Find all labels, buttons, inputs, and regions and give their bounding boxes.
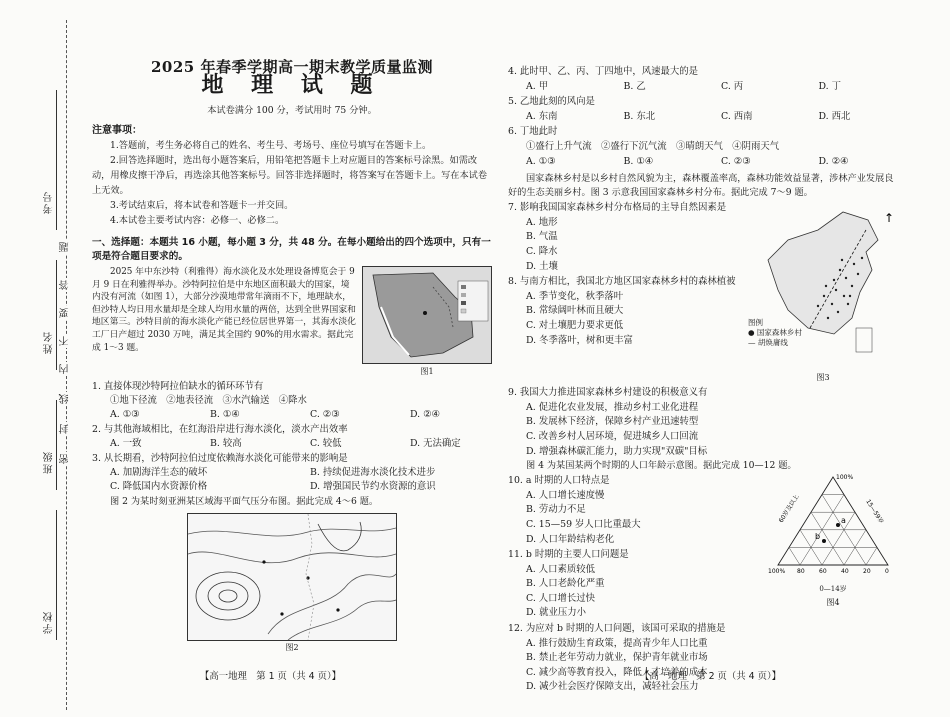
- tick-label: 100%: [768, 568, 786, 576]
- figure-2-wrap: [187, 513, 397, 655]
- point-a-label: a: [841, 516, 846, 526]
- figure-3-caption: 图3: [816, 373, 830, 383]
- exam-no-label: 考号: [44, 190, 55, 214]
- option[interactable]: D. 增强国民节约水资源的意识: [310, 481, 436, 492]
- section-heading: 一、选择题：本题共 16 小题，每小题 3 分，共 48 分。在每小题给出的四个选项中，只有一项是符合题目要求的。: [92, 237, 491, 262]
- seal-char: 封: [60, 424, 71, 434]
- option[interactable]: C. 减少高等教育投入，降低人才培养的成本: [526, 666, 708, 678]
- seal-char: 要: [60, 308, 71, 318]
- tick-label: 80: [797, 568, 805, 576]
- seal-char: 密: [60, 454, 71, 464]
- figure-1-map: [362, 266, 492, 364]
- option[interactable]: D. 减少社会医疗保障支出，减轻社会压力: [526, 681, 699, 693]
- material-2: 图 2 为某时刻亚洲某区域海平面气压分布图。据此完成 4～6 题。: [110, 496, 379, 507]
- figure-2-caption: 图2: [285, 643, 299, 652]
- exam-meta: 本试卷满分 100 分，考试用时 75 分钟。: [207, 105, 377, 116]
- option[interactable]: B. 气温: [526, 231, 558, 243]
- question-stem: 6. 丁地此时: [508, 126, 558, 138]
- options-row: [508, 80, 898, 95]
- option[interactable]: C. 15—59 岁人口比重最大: [526, 518, 641, 530]
- option[interactable]: A. 促进化农业发展，推动乡村工业化进程: [526, 401, 699, 413]
- question-2: [92, 423, 492, 451]
- option[interactable]: A. 人口素质较低: [526, 563, 595, 575]
- name-label: 姓名: [44, 330, 55, 354]
- population-questions: [508, 473, 764, 621]
- figure-1-wrap: [362, 266, 492, 379]
- option[interactable]: D. 冬季落叶，树和更丰富: [526, 334, 633, 346]
- figure-4-wrap: [768, 473, 898, 621]
- figure-1-svg: [363, 267, 491, 363]
- figure-1-caption: 图1: [420, 367, 434, 376]
- notice-block: [92, 124, 492, 228]
- population-block: [508, 473, 898, 621]
- option[interactable]: A. 一致: [110, 438, 142, 449]
- school-label: 学校: [44, 610, 55, 634]
- question-items: ①地下径流 ②地表径流 ③水汽输送 ④降水: [110, 395, 307, 406]
- question-stem: 10. a 时期的人口特点是: [508, 475, 610, 487]
- question-stem: 3. 从长期看，沙特阿拉伯过度依赖海水淡化可能带来的影响是: [92, 453, 348, 464]
- question-7: [508, 201, 742, 274]
- option[interactable]: A. ①③: [526, 155, 556, 167]
- school-line: [56, 510, 57, 640]
- option[interactable]: B. 持续促进海水淡化技术进步: [310, 467, 436, 478]
- option[interactable]: C. 西南: [721, 110, 753, 122]
- options-row: [92, 480, 492, 494]
- tick-label: 40: [841, 568, 849, 576]
- options-row: [508, 155, 898, 170]
- forest-block: [508, 200, 898, 385]
- left-column: [92, 60, 492, 655]
- option[interactable]: C. 降水: [526, 245, 558, 257]
- option[interactable]: A. 推行鼓励生育政策，提高青少年人口比重: [526, 637, 708, 649]
- question-items: ①盛行上升气流 ②盛行下沉气流 ③晴朗天气 ④阴雨天气: [526, 140, 780, 152]
- axis-label-working-age: 15—59岁: [864, 498, 885, 526]
- question-8: [508, 275, 742, 348]
- option[interactable]: C. 降低国内水资源价格: [110, 481, 208, 492]
- page-footer-right: 【高一地理 第 2 页（共 4 页）】: [640, 671, 782, 682]
- question-3: [92, 452, 492, 494]
- axis-label-elderly: 60岁及以上: [777, 493, 801, 525]
- axis-label-children: 0—14岁: [819, 585, 847, 594]
- option[interactable]: D. 人口年龄结构老化: [526, 533, 615, 545]
- legend-item-hu-line: — 胡焕庸线: [748, 338, 788, 348]
- notice-item: 1.答题前，考生务必将自己的姓名、考生号、考场号、座位号填写在答题卡上。: [110, 140, 432, 151]
- notice-item: 4.本试卷主要考试内容：必修一、必修二。: [110, 215, 285, 226]
- north-arrow-icon: ↑: [884, 211, 895, 226]
- question-stem: 5. 乙地此刻的风向是: [508, 96, 595, 108]
- question-stem: 12. 为应对 b 时期的人口问题，该国可采取的措施是: [508, 623, 726, 635]
- question-6: [508, 125, 898, 169]
- material-3: 国家森林乡村是以乡村自然风貌为主，森林覆盖率高，森林功能效益显著，涉林产业发展良好的生态美丽乡村。图 3 示意我国国家森林乡村分布。据此完成 7～9 题。: [508, 173, 894, 199]
- figure-3-legend: [748, 318, 802, 348]
- figure-2-svg: [188, 514, 396, 640]
- option[interactable]: B. 发展林下经济，保障乡村产业迅速转型: [526, 416, 699, 428]
- class-label: 班级: [44, 450, 55, 474]
- question-10: [508, 474, 764, 547]
- tick-label: 20: [863, 568, 871, 576]
- question-stem: 2. 与其他海域相比，在红海沿岸进行海水淡化，淡水产出效率: [92, 424, 348, 435]
- option[interactable]: A. ①③: [110, 409, 140, 420]
- notice-item: 3.考试结束后，将本试卷和答题卡一并交回。: [110, 200, 294, 211]
- question-stem: 11. b 时期的主要人口问题是: [508, 549, 629, 561]
- right-column: [508, 64, 898, 695]
- option[interactable]: C. 丙: [721, 80, 744, 92]
- exam-no-line: [56, 90, 57, 230]
- option[interactable]: A. 地形: [526, 216, 558, 228]
- point-b-label: b: [815, 532, 821, 542]
- exam-title: 2025 年春季学期高一期末教学质量监测: [151, 58, 433, 76]
- tick-label: 0: [885, 568, 889, 576]
- option[interactable]: B. 乙: [623, 80, 646, 92]
- notice-item: 2.回答选择题时，选出每小题答案后，用铅笔把答题卡上对应题目的答案标号涂黑。如需改动，用橡皮擦干净后，再选涂其他答案标号。回答非选择题时，将答案写在答题卡上。写在本试卷上无效。: [92, 155, 488, 196]
- question-stem: 8. 与南方相比，我国北方地区国家森林乡村的森林植被: [508, 276, 736, 288]
- figure-3-wrap: [748, 200, 898, 385]
- tick-label: 60: [819, 568, 827, 576]
- options-row: [508, 110, 898, 125]
- exam-subject: 地 理 试 题: [201, 72, 383, 98]
- option[interactable]: D. 无法确定: [410, 438, 461, 449]
- option[interactable]: B. 禁止老年劳动力就业，保护青年就业市场: [526, 652, 708, 664]
- question-5: [508, 95, 898, 124]
- options-row: [92, 408, 492, 422]
- legend-item-village: ● 国家森林乡村: [748, 328, 802, 338]
- page-footer-left: 【高一地理 第 1 页（共 4 页）】: [200, 671, 342, 682]
- name-line: [56, 260, 57, 370]
- options-row: [92, 466, 492, 480]
- option[interactable]: C. 改善乡村人居环境，促进城乡人口回流: [526, 430, 699, 442]
- option[interactable]: C. 对土壤肥力要求更低: [526, 319, 624, 331]
- option[interactable]: C. 人口增长过快: [526, 592, 596, 604]
- seal-char: 内: [60, 364, 71, 374]
- class-line: [56, 400, 57, 490]
- notice-heading: 注意事项：: [92, 125, 142, 136]
- option[interactable]: D. 增强森林碳汇能力，助力实现"双碳"目标: [526, 445, 708, 457]
- seal-char: 答: [60, 280, 71, 290]
- material-1: 2025 年中东沙特（利雅得）海水淡化及水处理设备博览会于 9 月 9 日在利雅得举办。沙特阿拉伯是中东地区面积最大的国家，境内没有河流（如图 1），大部分沙漠地带常年滴雨不下，地理缺水，但沙特人均日用水量却是全球人均用水量的两倍，达到全世界国家和地区第三。沙特目前的海水淡化产能已经位居世界第一，其海水淡化工厂日产超过 2030 万吨，满足其全国约 90%的用水需求。据此完成 1～3 题。: [92, 267, 356, 353]
- question-4: [508, 65, 898, 94]
- option[interactable]: A. 东南: [526, 110, 558, 122]
- question-stem: 4. 此时甲、乙、丙、丁四地中，风速最大的是: [508, 66, 699, 77]
- option[interactable]: B. 常绿阔叶林而且硬大: [526, 305, 624, 317]
- legend-title: 图例: [748, 318, 763, 328]
- seal-char: 题: [60, 242, 71, 252]
- material-1-row: [92, 266, 492, 379]
- options-row: [92, 437, 492, 451]
- question-11: [508, 548, 764, 621]
- option[interactable]: B. 人口老龄化严重: [526, 578, 605, 590]
- option[interactable]: A. 加剧海洋生态的破坏: [110, 467, 208, 478]
- option[interactable]: D. 土壤: [526, 260, 558, 272]
- option[interactable]: A. 甲: [526, 80, 549, 92]
- figure-4-ternary: [768, 473, 898, 577]
- option[interactable]: B. 东北: [623, 110, 656, 122]
- option[interactable]: A. 季节变化，秋季落叶: [526, 290, 624, 302]
- option[interactable]: B. 较高: [210, 438, 242, 449]
- option[interactable]: D. ②④: [818, 155, 849, 167]
- question-1: [92, 380, 492, 422]
- material-4: 图 4 为某国某两个时期的人口年龄示意图。据此完成 10—12 题。: [526, 460, 797, 472]
- question-12: [508, 622, 898, 695]
- question-stem: 9. 我国大力推进国家森林乡村建设的积极意义有: [508, 387, 708, 399]
- option[interactable]: C. 较低: [310, 438, 342, 449]
- option[interactable]: D. ②④: [410, 409, 440, 420]
- question-stem: 7. 影响我国国家森林乡村分布格局的主导自然因素是: [508, 202, 727, 214]
- option[interactable]: B. ①④: [210, 409, 240, 420]
- seal-char: 不: [60, 336, 71, 346]
- option[interactable]: D. 就业压力小: [526, 607, 587, 619]
- forest-questions: [508, 200, 742, 385]
- option[interactable]: A. 人口增长速度慢: [526, 489, 605, 501]
- option[interactable]: D. 丁: [818, 80, 842, 92]
- question-9: [508, 386, 898, 459]
- tick-label: 100%: [836, 474, 854, 482]
- question-stem: 1. 直接体现沙特阿拉伯缺水的循环环节有: [92, 381, 264, 392]
- binding-margin: [0, 0, 78, 717]
- seal-char: 线: [60, 394, 71, 404]
- option[interactable]: C. ②③: [721, 155, 751, 167]
- option[interactable]: B. 劳动力不足: [526, 504, 586, 516]
- figure-2-isobar-map: [187, 513, 397, 641]
- option[interactable]: B. ①④: [623, 155, 654, 167]
- option[interactable]: C. ②③: [310, 409, 340, 420]
- option[interactable]: D. 西北: [818, 110, 851, 122]
- figure-4-caption: 图4: [826, 598, 840, 608]
